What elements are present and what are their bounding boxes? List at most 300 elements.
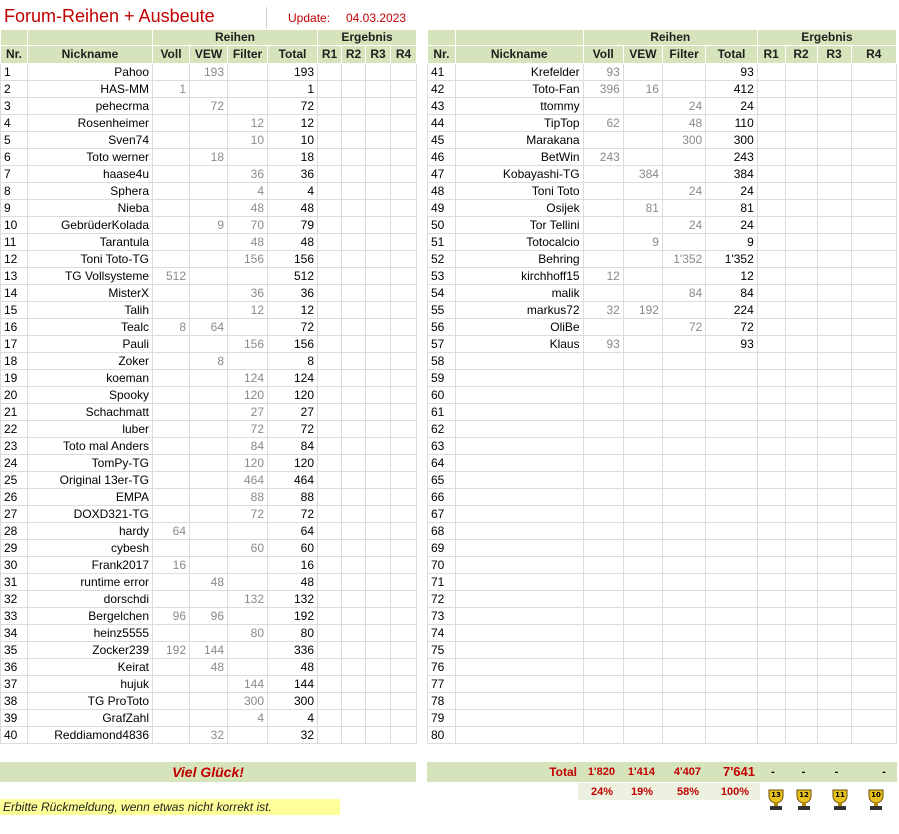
cell-total: 156 <box>268 336 318 353</box>
cell-r1 <box>757 115 785 132</box>
cell-voll: 32 <box>583 302 623 319</box>
cell-total: 60 <box>268 540 318 557</box>
cell-total: 336 <box>268 642 318 659</box>
cell-r4 <box>391 591 417 608</box>
cell-nickname: HAS-MM <box>28 81 153 98</box>
cell-voll <box>583 166 623 183</box>
header-blank <box>28 30 153 46</box>
cell-vew <box>190 302 228 319</box>
cell-voll <box>583 217 623 234</box>
cell-vew: 8 <box>190 353 228 370</box>
cell-vew <box>623 642 662 659</box>
cell-r3 <box>817 387 851 404</box>
cell-vew <box>190 693 228 710</box>
header-total: Total <box>706 46 758 64</box>
total-label: Total <box>549 765 577 779</box>
cell-r3 <box>817 115 851 132</box>
cell-voll <box>583 693 623 710</box>
cell-r2 <box>342 557 366 574</box>
cell-r1 <box>757 183 785 200</box>
cell-voll <box>583 659 623 676</box>
cell-filter <box>662 676 705 693</box>
cell-r3 <box>817 455 851 472</box>
cell-nr: 3 <box>1 98 28 115</box>
cell-r3 <box>366 421 391 438</box>
update-date: 04.03.2023 <box>346 11 407 25</box>
cell-nr: 69 <box>428 540 456 557</box>
cell-r3 <box>366 659 391 676</box>
cell-r3 <box>366 336 391 353</box>
cell-nickname: Marakana <box>455 132 583 149</box>
cell-r2 <box>785 319 817 336</box>
header-voll: Voll <box>153 46 190 64</box>
cell-nickname: cybesh <box>28 540 153 557</box>
cell-r4 <box>391 285 417 302</box>
cell-voll <box>583 455 623 472</box>
cell-r4 <box>851 455 896 472</box>
cell-r3 <box>366 370 391 387</box>
table-row <box>428 608 897 625</box>
cell-nr: 39 <box>1 710 28 727</box>
header-r4: R4 <box>851 46 896 64</box>
cell-filter: 70 <box>228 217 268 234</box>
cell-vew <box>623 353 662 370</box>
cell-nr: 8 <box>1 183 28 200</box>
cell-filter <box>662 625 705 642</box>
cell-nr: 68 <box>428 523 456 540</box>
table-row <box>1 472 417 489</box>
cell-r4 <box>851 234 896 251</box>
cell-total <box>706 489 758 506</box>
cell-r4 <box>391 166 417 183</box>
cell-nickname: TipTop <box>455 115 583 132</box>
cell-voll <box>583 98 623 115</box>
cell-r3 <box>366 489 391 506</box>
table-row <box>428 557 897 574</box>
cell-total: 93 <box>706 64 758 81</box>
cell-nr: 32 <box>1 591 28 608</box>
table-row <box>428 472 897 489</box>
cell-r2 <box>785 132 817 149</box>
cell-r1 <box>757 404 785 421</box>
cell-r1 <box>318 200 342 217</box>
cell-r2 <box>342 421 366 438</box>
cell-total <box>706 676 758 693</box>
cell-r1 <box>318 64 342 81</box>
cell-r3 <box>817 217 851 234</box>
cell-r4 <box>391 268 417 285</box>
cell-nr: 49 <box>428 200 456 217</box>
cell-r4 <box>851 608 896 625</box>
cell-r2 <box>785 217 817 234</box>
cell-r3 <box>817 200 851 217</box>
cell-r1 <box>757 693 785 710</box>
cell-r4 <box>851 285 896 302</box>
cell-voll <box>153 591 190 608</box>
cell-nickname: Pauli <box>28 336 153 353</box>
table-row <box>428 659 897 676</box>
header-r2: R2 <box>785 46 817 64</box>
cell-r1 <box>757 268 785 285</box>
cell-r4 <box>851 200 896 217</box>
result-r1: - <box>771 766 775 778</box>
header-blank <box>428 30 456 46</box>
cell-filter: 124 <box>228 370 268 387</box>
cell-r2 <box>785 557 817 574</box>
cell-filter: 36 <box>228 285 268 302</box>
cell-nickname: DOXD321-TG <box>28 506 153 523</box>
cell-r1 <box>757 64 785 81</box>
cell-filter: 156 <box>228 251 268 268</box>
cell-total <box>706 370 758 387</box>
cell-r1 <box>318 540 342 557</box>
cell-voll: 16 <box>153 557 190 574</box>
cell-voll: 243 <box>583 149 623 166</box>
cell-nr: 46 <box>428 149 456 166</box>
cell-vew <box>623 183 662 200</box>
cell-r4 <box>391 183 417 200</box>
cell-filter <box>662 268 705 285</box>
cell-filter: 72 <box>228 506 268 523</box>
cell-nr: 70 <box>428 557 456 574</box>
cell-r3 <box>817 659 851 676</box>
header-vew: VEW <box>623 46 662 64</box>
cell-r3 <box>817 64 851 81</box>
cell-total: 4 <box>268 183 318 200</box>
cell-voll: 93 <box>583 64 623 81</box>
table-row <box>428 183 897 200</box>
cell-voll <box>583 557 623 574</box>
cell-vew <box>623 727 662 744</box>
cell-r4 <box>391 642 417 659</box>
cell-r1 <box>757 353 785 370</box>
cell-r3 <box>817 642 851 659</box>
cell-r1 <box>757 727 785 744</box>
cell-r4 <box>851 217 896 234</box>
cell-filter <box>662 710 705 727</box>
cell-r2 <box>342 183 366 200</box>
cell-r4 <box>391 200 417 217</box>
cell-r4 <box>851 268 896 285</box>
table-row <box>428 98 897 115</box>
cell-nickname: BetWin <box>455 149 583 166</box>
cell-r4 <box>391 353 417 370</box>
feedback-note: Erbitte Rückmeldung, wenn etwas nicht korrekt ist. <box>0 799 340 815</box>
cell-r1 <box>757 506 785 523</box>
cell-filter <box>662 540 705 557</box>
cell-r1 <box>318 234 342 251</box>
cell-r2 <box>785 64 817 81</box>
result-r3: - <box>834 766 839 778</box>
cell-r3 <box>366 608 391 625</box>
cell-total: 72 <box>268 98 318 115</box>
cell-filter: 48 <box>662 115 705 132</box>
cell-voll: 12 <box>583 268 623 285</box>
cell-voll <box>583 523 623 540</box>
cell-r3 <box>366 557 391 574</box>
cell-total: 8 <box>268 353 318 370</box>
cell-r1 <box>318 625 342 642</box>
cell-filter: 12 <box>228 115 268 132</box>
header-r4: R4 <box>391 46 417 64</box>
cell-r3 <box>366 625 391 642</box>
cell-total: 12 <box>706 268 758 285</box>
header-group-reihen: Reihen <box>153 30 318 46</box>
cell-total: 12 <box>268 302 318 319</box>
cell-total <box>706 404 758 421</box>
cell-voll <box>153 64 190 81</box>
cell-nr: 31 <box>1 574 28 591</box>
cell-voll <box>583 489 623 506</box>
cell-r3 <box>817 710 851 727</box>
cell-filter <box>662 302 705 319</box>
cell-voll <box>583 608 623 625</box>
participants-table-left <box>0 29 417 744</box>
cell-r2 <box>342 727 366 744</box>
cell-r4 <box>851 98 896 115</box>
cell-r2 <box>342 81 366 98</box>
cell-nickname: Nieba <box>28 200 153 217</box>
cell-nickname: pehecrma <box>28 98 153 115</box>
cell-r4 <box>391 217 417 234</box>
cell-filter: 72 <box>228 421 268 438</box>
cell-nickname: Tarantula <box>28 234 153 251</box>
cell-r3 <box>817 404 851 421</box>
cell-filter: 80 <box>228 625 268 642</box>
cell-nr: 66 <box>428 489 456 506</box>
cell-nickname: Totocalcio <box>455 234 583 251</box>
trophy-label: 13 <box>771 791 781 799</box>
cell-r2 <box>785 506 817 523</box>
table-row <box>428 234 897 251</box>
table-row <box>1 81 417 98</box>
cell-r1 <box>757 251 785 268</box>
cell-nickname <box>455 710 583 727</box>
table-row <box>1 438 417 455</box>
cell-r4 <box>851 506 896 523</box>
cell-r3 <box>817 268 851 285</box>
cell-vew <box>190 625 228 642</box>
cell-nickname: Toto mal Anders <box>28 438 153 455</box>
cell-filter <box>662 200 705 217</box>
header-filter: Filter <box>662 46 705 64</box>
cell-r1 <box>757 421 785 438</box>
cell-r1 <box>757 200 785 217</box>
cell-r2 <box>342 166 366 183</box>
cell-r4 <box>851 132 896 149</box>
trophy-11-icon <box>826 784 854 812</box>
cell-r2 <box>342 115 366 132</box>
cell-r2 <box>342 506 366 523</box>
cell-r1 <box>757 217 785 234</box>
cell-r3 <box>366 693 391 710</box>
table-row <box>428 370 897 387</box>
header-group-ergebnis: Ergebnis <box>318 30 417 46</box>
trophy-label: 11 <box>835 791 845 799</box>
table-row <box>428 574 897 591</box>
cell-nr: 65 <box>428 472 456 489</box>
cell-vew <box>623 132 662 149</box>
header-filter: Filter <box>228 46 268 64</box>
cell-vew <box>190 472 228 489</box>
cell-voll <box>153 574 190 591</box>
cell-r1 <box>318 404 342 421</box>
cell-r2 <box>785 336 817 353</box>
cell-r4 <box>851 540 896 557</box>
cell-total: 10 <box>268 132 318 149</box>
cell-r4 <box>851 166 896 183</box>
cell-r1 <box>757 234 785 251</box>
cell-total: 18 <box>268 149 318 166</box>
table-row <box>428 710 897 727</box>
cell-r2 <box>785 710 817 727</box>
cell-nickname: Kobayashi-TG <box>455 166 583 183</box>
cell-filter <box>662 81 705 98</box>
cell-nr: 80 <box>428 727 456 744</box>
cell-r2 <box>342 455 366 472</box>
cell-r1 <box>318 319 342 336</box>
cell-total: 88 <box>268 489 318 506</box>
cell-nickname <box>455 438 583 455</box>
cell-nickname <box>455 557 583 574</box>
table-row <box>428 115 897 132</box>
cell-nr: 51 <box>428 234 456 251</box>
cell-nr: 75 <box>428 642 456 659</box>
cell-vew <box>190 370 228 387</box>
cell-r4 <box>391 625 417 642</box>
cell-nickname: Schachmatt <box>28 404 153 421</box>
cell-nickname: Original 13er-TG <box>28 472 153 489</box>
cell-nickname: OliBe <box>455 319 583 336</box>
cell-voll <box>153 489 190 506</box>
cell-total: 24 <box>706 217 758 234</box>
cell-nr: 37 <box>1 676 28 693</box>
table-row <box>1 387 417 404</box>
cell-total: 192 <box>268 608 318 625</box>
cell-voll <box>583 438 623 455</box>
cell-total: 84 <box>706 285 758 302</box>
cell-r3 <box>817 489 851 506</box>
cell-r3 <box>366 710 391 727</box>
cell-nr: 61 <box>428 404 456 421</box>
cell-total: 412 <box>706 81 758 98</box>
trophy-10-icon <box>862 784 890 812</box>
cell-r1 <box>757 591 785 608</box>
cell-nickname <box>455 540 583 557</box>
cell-total: 1'352 <box>706 251 758 268</box>
cell-r4 <box>391 523 417 540</box>
cell-voll <box>153 438 190 455</box>
cell-nickname <box>455 421 583 438</box>
cell-r1 <box>318 676 342 693</box>
cell-r2 <box>785 540 817 557</box>
cell-nr: 6 <box>1 149 28 166</box>
cell-nr: 44 <box>428 115 456 132</box>
cell-nickname: malik <box>455 285 583 302</box>
cell-r4 <box>391 149 417 166</box>
cell-r1 <box>757 489 785 506</box>
cell-r4 <box>391 676 417 693</box>
cell-r1 <box>318 251 342 268</box>
cell-nickname <box>455 642 583 659</box>
table-row <box>1 625 417 642</box>
pct-vew: 19% <box>630 786 653 798</box>
cell-nr: 62 <box>428 421 456 438</box>
cell-vew <box>190 115 228 132</box>
cell-r2 <box>785 574 817 591</box>
cell-nr: 11 <box>1 234 28 251</box>
cell-voll <box>153 353 190 370</box>
cell-r2 <box>342 251 366 268</box>
cell-filter: 120 <box>228 455 268 472</box>
cell-total <box>706 608 758 625</box>
cell-r2 <box>342 404 366 421</box>
cell-vew <box>190 591 228 608</box>
cell-r3 <box>366 472 391 489</box>
cell-nickname <box>455 370 583 387</box>
header-r1: R1 <box>757 46 785 64</box>
cell-r1 <box>318 608 342 625</box>
header-r1: R1 <box>318 46 342 64</box>
cell-total: 124 <box>268 370 318 387</box>
cell-filter <box>228 608 268 625</box>
cell-r2 <box>785 489 817 506</box>
cell-vew <box>623 540 662 557</box>
cell-total: 27 <box>268 404 318 421</box>
cell-vew <box>623 659 662 676</box>
cell-total: 48 <box>268 200 318 217</box>
cell-r3 <box>817 540 851 557</box>
cell-filter <box>228 64 268 81</box>
cell-voll <box>583 421 623 438</box>
cell-r1 <box>318 302 342 319</box>
table-row <box>428 319 897 336</box>
cell-r3 <box>817 608 851 625</box>
cell-filter <box>662 591 705 608</box>
cell-r4 <box>851 183 896 200</box>
cell-filter: 12 <box>228 302 268 319</box>
table-row <box>1 115 417 132</box>
cell-filter: 464 <box>228 472 268 489</box>
cell-voll <box>153 659 190 676</box>
cell-nr: 67 <box>428 506 456 523</box>
cell-filter <box>228 268 268 285</box>
cell-filter <box>662 353 705 370</box>
cell-nr: 22 <box>1 421 28 438</box>
cell-total: 9 <box>706 234 758 251</box>
cell-r2 <box>342 98 366 115</box>
cell-r4 <box>851 64 896 81</box>
header-r3: R3 <box>366 46 391 64</box>
cell-r3 <box>817 81 851 98</box>
cell-vew <box>623 506 662 523</box>
cell-total: 243 <box>706 149 758 166</box>
cell-filter: 72 <box>662 319 705 336</box>
cell-nickname: Toto werner <box>28 149 153 166</box>
cell-filter: 24 <box>662 217 705 234</box>
cell-vew <box>190 455 228 472</box>
cell-r3 <box>366 574 391 591</box>
cell-r2 <box>785 149 817 166</box>
cell-r1 <box>757 387 785 404</box>
cell-r4 <box>851 370 896 387</box>
cell-r2 <box>785 727 817 744</box>
cell-r4 <box>391 727 417 744</box>
header-blank <box>1 30 28 46</box>
cell-r1 <box>757 642 785 659</box>
cell-voll <box>153 676 190 693</box>
cell-nr: 30 <box>1 557 28 574</box>
